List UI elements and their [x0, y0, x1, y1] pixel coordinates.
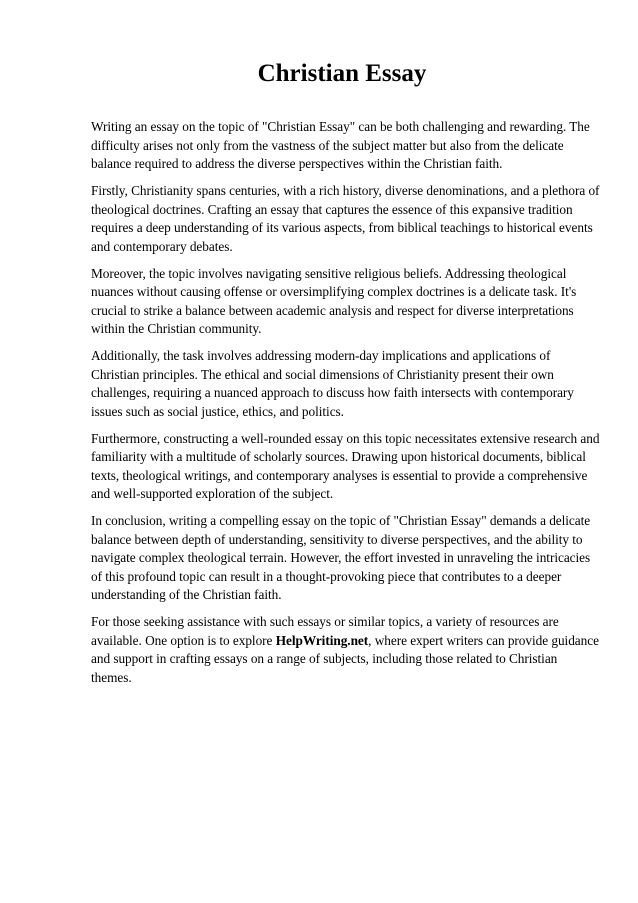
paragraph-history: Firstly, Christianity spans centuries, with a rich history, diverse denominations, and a plethora of theological doctrines. Crafting an essay that captures the essence of this expansive tradition requires a deep understanding of its various aspects, from biblical teachings to historical events and contemporary debates.	[91, 183, 600, 254]
paragraph-modern-implications: Additionally, the task involves addressing modern-day implications and applications of Christian principles. The ethical and social dimensions of Christianity present their own challenges, requiring a nuanced approach to discuss how faith intersects with contemporary issues such as social justice, ethics, and politics.	[91, 348, 574, 419]
paragraph-conclusion: In conclusion, writing a compelling essay on the topic of "Christian Essay" demands a delicate balance between depth of understanding, sensitivity to diverse perspectives, and the ability to navigate complex theological terrain. However, the effort invested in unraveling the intricacies of this profound topic can result in a thought-provoking piece that contributes to a deeper understanding of the Christian faith.	[91, 513, 591, 602]
paragraph-research: Furthermore, constructing a well-rounded essay on this topic necessitates extensive research and familiarity with a multitude of scholarly sources. Drawing upon historical documents, biblical texts, theological writings, and contemporary analyses is essential to provide a comprehensive and well-supported exploration of the subject.	[91, 430, 600, 501]
page-title: Christian Essay	[257, 60, 427, 87]
helpwriting-link[interactable]: HelpWriting.net	[275, 632, 369, 648]
paragraph-resources	[91, 613, 601, 687]
resources-text-after: , where expert writers can provide guidance and support in crafting essays on a range of subjects, including those related to Christian themes.	[91, 632, 599, 685]
paragraph-sensitivity: Moreover, the topic involves navigating sensitive religious beliefs. Addressing theological nuances without causing offense or oversimplifying complex doctrines is a delicate task. It's crucial to strike a balance between academic analysis and respect for diverse interpretations within the Christian community.	[91, 265, 577, 336]
paragraph-intro: Writing an essay on the topic of "Christian Essay" can be both challenging and rewarding. The difficulty arises not only from the vastness of the subject matter but also from the delicate balance required to address the diverse perspectives within the Christian faith.	[91, 119, 590, 171]
resources-text-before: For those seeking assistance with such essays or similar topics, a variety of resources are available. One option is to explore	[91, 614, 559, 648]
essay-body	[91, 118, 601, 696]
